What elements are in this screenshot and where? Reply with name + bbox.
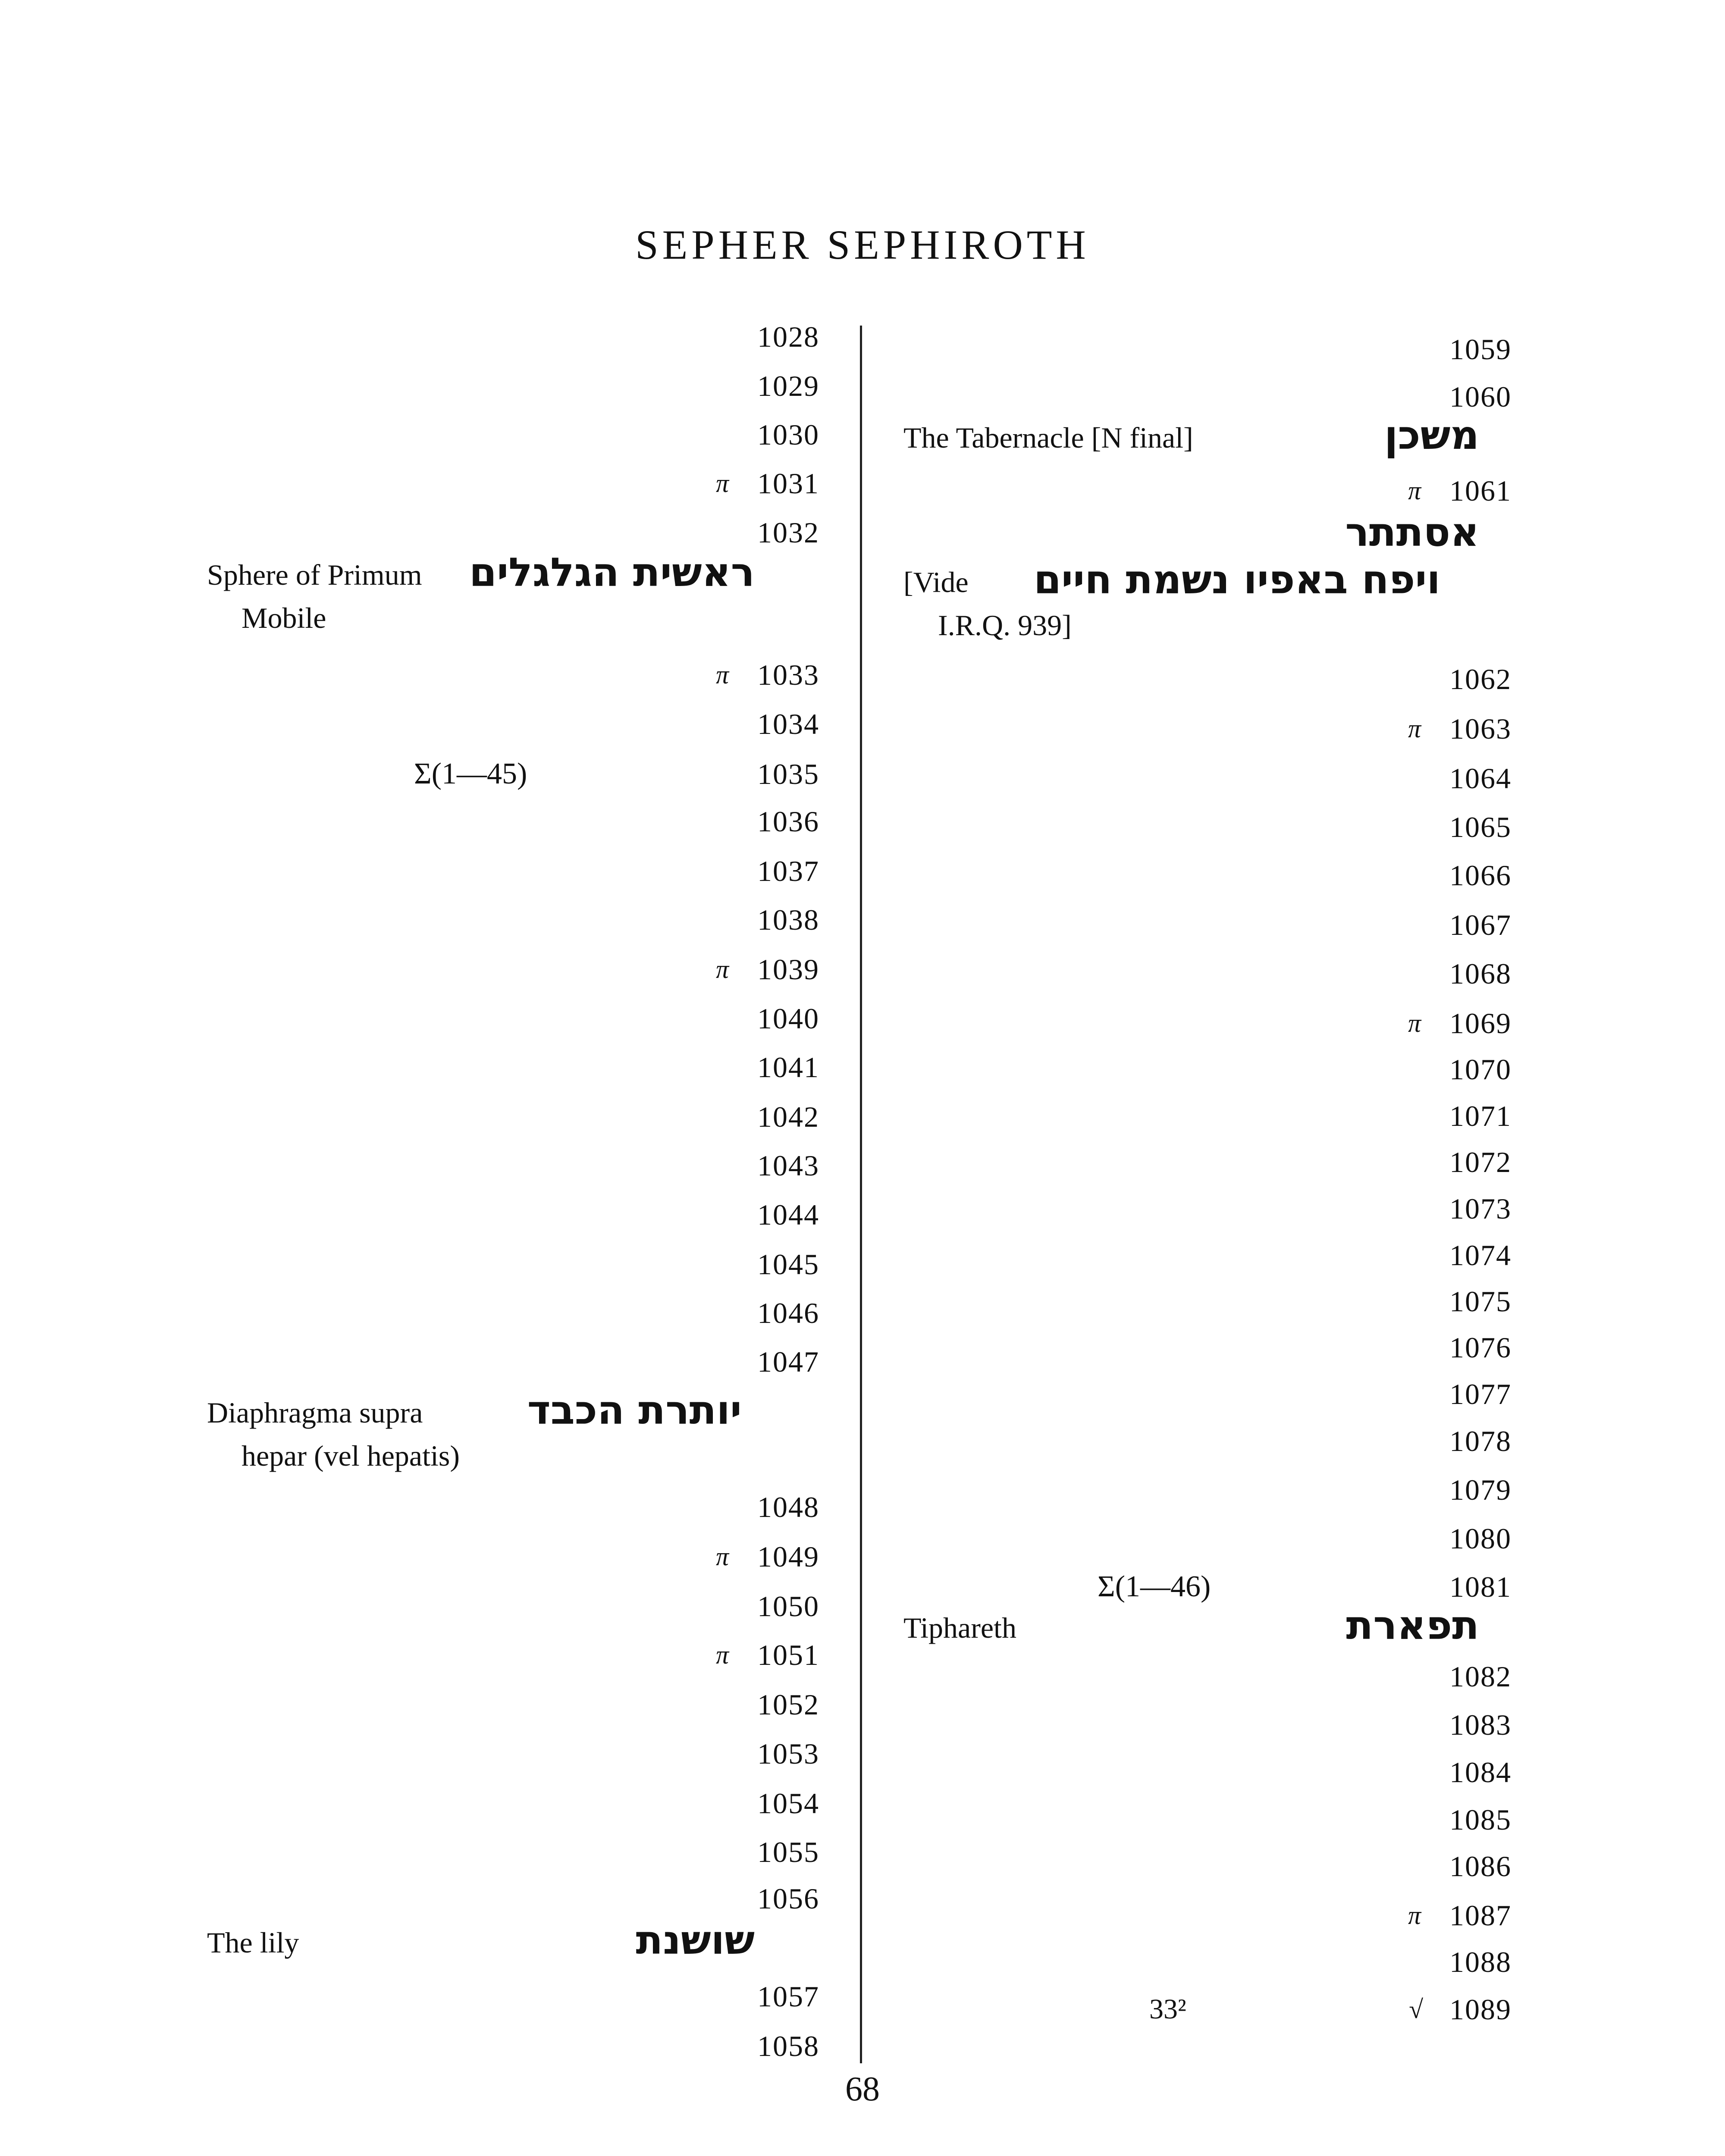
table-row bbox=[207, 1342, 819, 1381]
table-row bbox=[207, 900, 819, 939]
gloss-line: The lily bbox=[207, 1926, 299, 1959]
number-1054: 1054 bbox=[757, 1787, 819, 1820]
number-1053: 1053 bbox=[757, 1737, 819, 1770]
number-1046: 1046 bbox=[757, 1297, 819, 1329]
table-row bbox=[903, 1375, 1512, 1413]
table-row bbox=[903, 1470, 1512, 1509]
hebrew-word: תפארת bbox=[1346, 1602, 1479, 1648]
number-1059: 1059 bbox=[1449, 333, 1512, 366]
table-row bbox=[903, 1050, 1512, 1089]
entry-tiphareth bbox=[903, 1602, 1512, 1654]
number-1068: 1068 bbox=[1449, 957, 1512, 990]
hebrew-word: ראשית הגלגלים bbox=[469, 549, 755, 595]
number-1080: 1080 bbox=[1449, 1522, 1512, 1555]
square-annotation: 33² bbox=[1149, 1993, 1186, 2025]
number-1067: 1067 bbox=[1449, 909, 1512, 941]
table-row bbox=[207, 1833, 819, 1871]
number-1040: 1040 bbox=[757, 1002, 819, 1035]
gloss-line: The Tabernacle [N final] bbox=[903, 421, 1193, 454]
table-row bbox=[903, 1097, 1512, 1135]
left-column bbox=[207, 0, 819, 2156]
table-row bbox=[903, 471, 1512, 510]
number-1035: 1035 bbox=[757, 758, 819, 790]
table-row bbox=[207, 1734, 819, 1773]
table-row bbox=[903, 1236, 1512, 1275]
table-row bbox=[207, 317, 819, 356]
table-row bbox=[903, 1990, 1512, 2029]
table-row bbox=[207, 999, 819, 1038]
gloss-line: I.R.Q. 939] bbox=[938, 609, 1072, 642]
table-row bbox=[207, 367, 819, 405]
number-1074: 1074 bbox=[1449, 1239, 1512, 1272]
table-row bbox=[207, 1488, 819, 1526]
table-row bbox=[207, 1636, 819, 1674]
table-row bbox=[903, 1800, 1512, 1839]
table-row bbox=[903, 954, 1512, 993]
number-1060: 1060 bbox=[1449, 380, 1512, 413]
number-1082: 1082 bbox=[1449, 1660, 1512, 1693]
entry-gloss bbox=[207, 1391, 460, 1477]
table-row bbox=[207, 1879, 819, 1918]
table-row bbox=[903, 1657, 1512, 1696]
table-row bbox=[207, 2027, 819, 2065]
number-1069: 1069 bbox=[1449, 1007, 1512, 1040]
number-1056: 1056 bbox=[757, 1882, 819, 1915]
entry-diaphragma bbox=[207, 1387, 819, 1472]
number-1050: 1050 bbox=[757, 1590, 819, 1623]
table-row bbox=[207, 1195, 819, 1234]
table-row bbox=[903, 377, 1512, 416]
number-1028: 1028 bbox=[757, 320, 819, 353]
table-row bbox=[207, 802, 819, 841]
number-1087: 1087 bbox=[1449, 1899, 1512, 1932]
number-1066: 1066 bbox=[1449, 859, 1512, 892]
number-1033: 1033 bbox=[757, 658, 819, 691]
number-1036: 1036 bbox=[757, 805, 819, 838]
table-row bbox=[207, 950, 819, 989]
number-1079: 1079 bbox=[1449, 1473, 1512, 1506]
page-title: SEPHER SEPHIROTH bbox=[635, 222, 1090, 268]
table-row bbox=[903, 808, 1512, 846]
number-1077: 1077 bbox=[1449, 1378, 1512, 1410]
number-1062: 1062 bbox=[1449, 663, 1512, 696]
table-row bbox=[207, 1587, 819, 1626]
number-1052: 1052 bbox=[757, 1688, 819, 1721]
entry-gloss bbox=[207, 553, 422, 639]
table-row bbox=[207, 464, 819, 503]
number-1086: 1086 bbox=[1449, 1850, 1512, 1883]
table-row bbox=[903, 1282, 1512, 1321]
table-row bbox=[903, 1705, 1512, 1744]
table-row bbox=[207, 852, 819, 890]
table-row bbox=[903, 1143, 1512, 1181]
number-1034: 1034 bbox=[757, 708, 819, 740]
square-root-marker: √ bbox=[1409, 1995, 1423, 2024]
number-1071: 1071 bbox=[1449, 1100, 1512, 1132]
table-row bbox=[903, 1519, 1512, 1558]
number-1032: 1032 bbox=[757, 516, 819, 549]
hebrew-word: משכן bbox=[1384, 412, 1479, 458]
gloss-line: Diaphragma supra bbox=[207, 1396, 423, 1429]
hebrew-word: ויפח באפיו נשמת חיים bbox=[1033, 557, 1440, 603]
table-row bbox=[903, 856, 1512, 895]
table-row bbox=[903, 1753, 1512, 1792]
gloss-line: [Vide bbox=[903, 566, 969, 599]
entry-gloss bbox=[903, 416, 1193, 459]
pi-prime-marker: π bbox=[715, 661, 729, 689]
table-row bbox=[903, 660, 1512, 699]
pi-prime-marker: π bbox=[715, 1542, 729, 1571]
number-1048: 1048 bbox=[757, 1491, 819, 1523]
gloss-line: Mobile bbox=[242, 602, 326, 634]
table-row bbox=[903, 1328, 1512, 1367]
number-1058: 1058 bbox=[757, 2030, 819, 2062]
table-row bbox=[903, 1189, 1512, 1228]
pi-prime-marker: π bbox=[1408, 476, 1421, 505]
gloss-line: Sphere of Primum bbox=[207, 558, 422, 591]
table-row bbox=[903, 1422, 1512, 1460]
table-row bbox=[207, 1784, 819, 1823]
pi-prime-marker: π bbox=[1408, 714, 1421, 743]
page-number: 68 bbox=[845, 2070, 880, 2108]
number-1085: 1085 bbox=[1449, 1803, 1512, 1836]
pi-prime-marker: π bbox=[1408, 1901, 1421, 1930]
column-divider bbox=[860, 326, 862, 2063]
number-1051: 1051 bbox=[757, 1639, 819, 1671]
number-1072: 1072 bbox=[1449, 1146, 1512, 1178]
number-1042: 1042 bbox=[757, 1100, 819, 1133]
entry-esther bbox=[903, 509, 1512, 561]
number-1075: 1075 bbox=[1449, 1285, 1512, 1318]
gloss-line: Tiphareth bbox=[903, 1611, 1016, 1644]
number-1083: 1083 bbox=[1449, 1708, 1512, 1741]
number-1045: 1045 bbox=[757, 1248, 819, 1281]
table-row bbox=[207, 1977, 819, 2016]
table-row bbox=[903, 1847, 1512, 1886]
number-1070: 1070 bbox=[1449, 1053, 1512, 1086]
table-row bbox=[903, 1896, 1512, 1935]
pi-prime-marker: π bbox=[715, 1641, 729, 1669]
number-1061: 1061 bbox=[1449, 474, 1512, 507]
number-1081: 1081 bbox=[1449, 1570, 1512, 1603]
table-row bbox=[903, 759, 1512, 798]
hebrew-word: אסתתר bbox=[1345, 509, 1479, 555]
table-row bbox=[207, 655, 819, 694]
table-row bbox=[903, 709, 1512, 748]
number-1039: 1039 bbox=[757, 953, 819, 986]
table-row bbox=[207, 1245, 819, 1284]
number-1073: 1073 bbox=[1449, 1192, 1512, 1225]
number-1065: 1065 bbox=[1449, 811, 1512, 843]
table-row bbox=[207, 415, 819, 454]
pi-prime-marker: π bbox=[715, 955, 729, 984]
sum-annotation: Σ(1—45) bbox=[414, 757, 527, 790]
number-1041: 1041 bbox=[757, 1051, 819, 1084]
number-1038: 1038 bbox=[757, 903, 819, 936]
number-1089: 1089 bbox=[1449, 1993, 1512, 2026]
number-1049: 1049 bbox=[757, 1540, 819, 1573]
entry-gloss bbox=[207, 1921, 299, 1964]
table-row bbox=[903, 1943, 1512, 1981]
table-row bbox=[207, 755, 819, 793]
number-1088: 1088 bbox=[1449, 1946, 1512, 1978]
entry-primum-mobile bbox=[207, 549, 819, 634]
number-1063: 1063 bbox=[1449, 712, 1512, 745]
number-1064: 1064 bbox=[1449, 762, 1512, 795]
table-row bbox=[207, 705, 819, 743]
number-1084: 1084 bbox=[1449, 1756, 1512, 1789]
table-row bbox=[207, 1146, 819, 1185]
table-row bbox=[207, 1097, 819, 1136]
table-row bbox=[903, 1567, 1512, 1606]
table-row bbox=[207, 1048, 819, 1087]
sum-annotation: Σ(1—46) bbox=[1098, 1570, 1211, 1603]
pi-prime-marker: π bbox=[1408, 1009, 1421, 1037]
number-1037: 1037 bbox=[757, 855, 819, 887]
table-row bbox=[903, 906, 1512, 944]
entry-vide bbox=[903, 557, 1512, 642]
number-1076: 1076 bbox=[1449, 1331, 1512, 1364]
entry-tabernacle bbox=[903, 412, 1512, 464]
right-column bbox=[903, 0, 1512, 2156]
number-1044: 1044 bbox=[757, 1198, 819, 1231]
number-1043: 1043 bbox=[757, 1149, 819, 1182]
hebrew-word: שושנת bbox=[636, 1917, 755, 1963]
table-row bbox=[903, 330, 1512, 369]
hebrew-word: יותרת הכבד bbox=[527, 1387, 742, 1433]
gloss-line: hepar (vel hepatis) bbox=[242, 1439, 460, 1472]
table-row bbox=[207, 1294, 819, 1332]
table-row bbox=[207, 1537, 819, 1576]
pi-prime-marker: π bbox=[715, 469, 729, 498]
entry-gloss bbox=[903, 1606, 1016, 1649]
number-1055: 1055 bbox=[757, 1836, 819, 1868]
number-1057: 1057 bbox=[757, 1980, 819, 2013]
number-1047: 1047 bbox=[757, 1345, 819, 1378]
table-row bbox=[903, 1004, 1512, 1043]
number-1030: 1030 bbox=[757, 418, 819, 451]
table-row bbox=[207, 1685, 819, 1724]
number-1031: 1031 bbox=[757, 467, 819, 500]
number-1078: 1078 bbox=[1449, 1425, 1512, 1457]
entry-lily bbox=[207, 1917, 819, 1968]
number-1029: 1029 bbox=[757, 370, 819, 402]
table-row bbox=[207, 513, 819, 552]
